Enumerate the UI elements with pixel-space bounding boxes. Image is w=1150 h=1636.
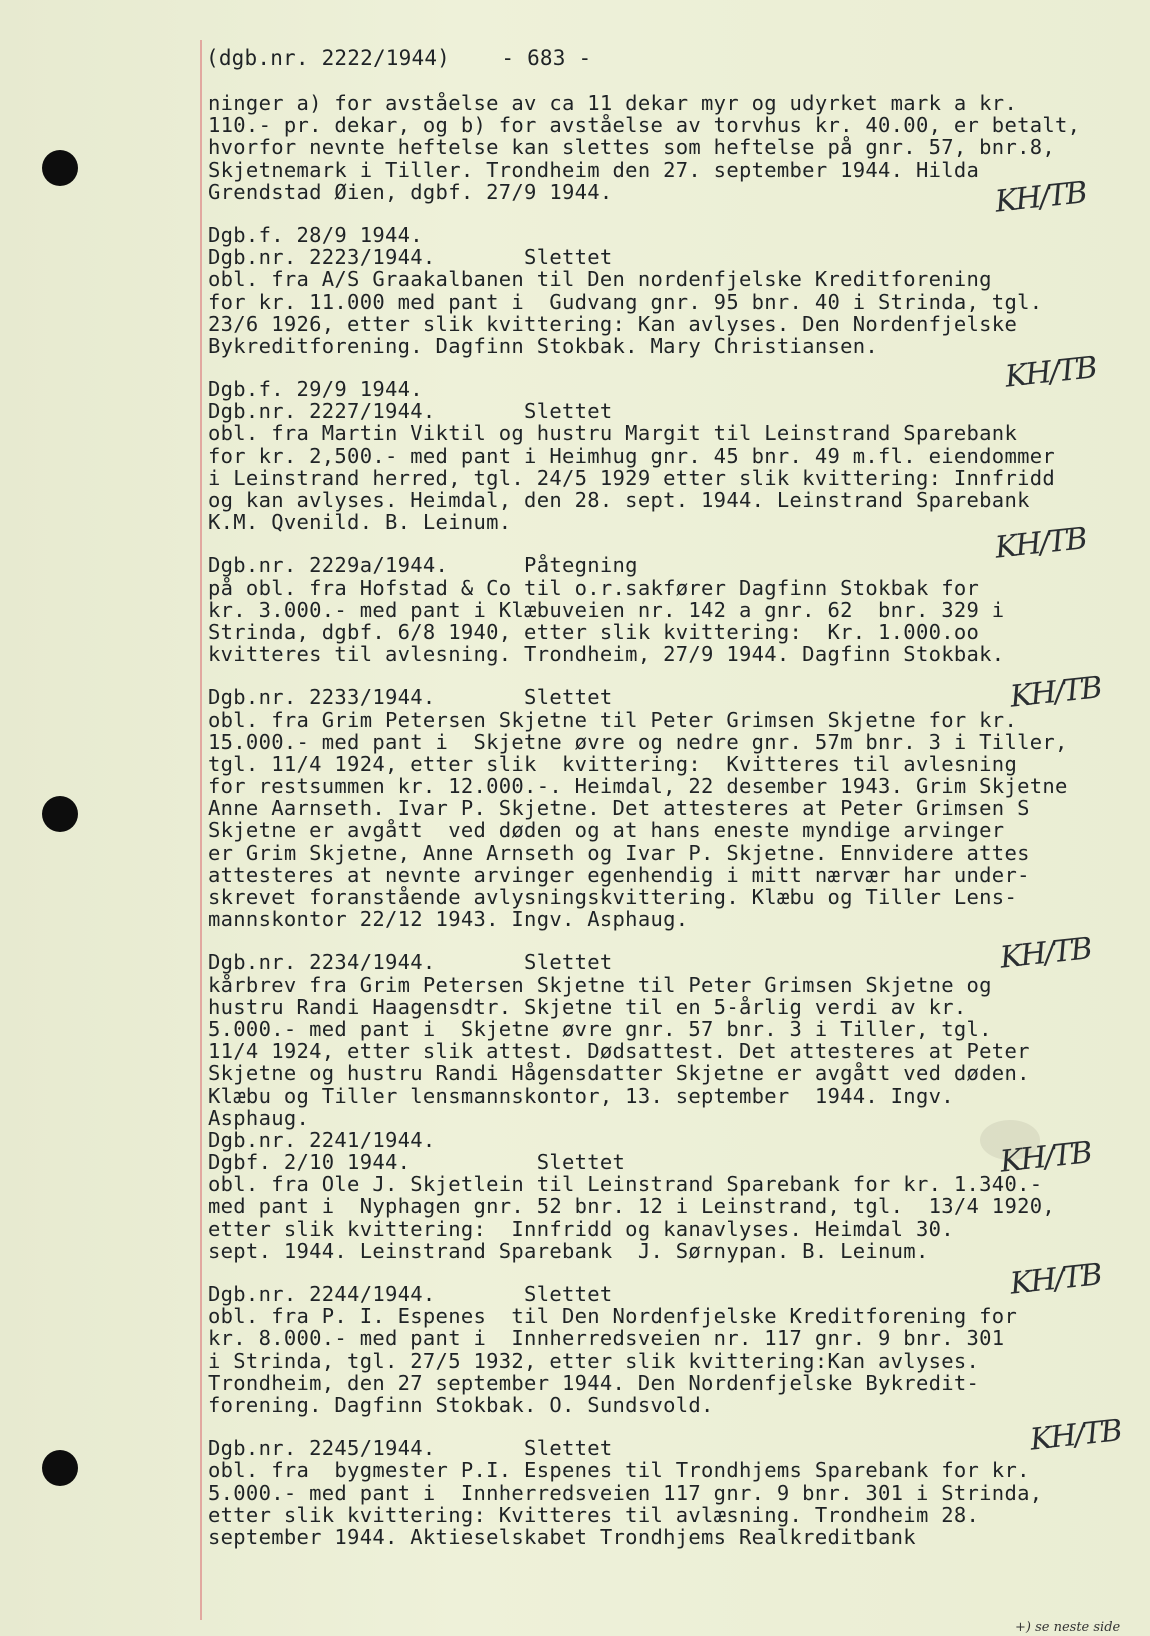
text-line: 15.000.- med pant i Skjetne øvre og nedre gnr. 57m bnr. 3 i Tiller, bbox=[208, 729, 1068, 754]
margin-rule bbox=[200, 40, 202, 1620]
initials-signature: KH/TB bbox=[998, 931, 1093, 976]
text-line: på obl. fra Hofstad & Co til o.r.sakfører Dagfinn Stokbak for bbox=[208, 575, 980, 600]
text-line: Strinda, dgbf. 6/8 1940, etter slik kvittering: Kr. 1.000.oo bbox=[208, 619, 980, 644]
text-line: hustru Randi Haagensdtr. Skjetne til en 5-årlig verdi av kr. bbox=[208, 994, 967, 1019]
initials-signature: KH/TB bbox=[993, 175, 1088, 220]
document-text bbox=[208, 92, 1138, 1548]
text-line: obl. fra bygmester P.I. Espenes til Trondhjems Sparebank for kr. bbox=[208, 1458, 1030, 1483]
paragraph-gap bbox=[208, 1416, 1138, 1437]
text-line: obl. fra Ole J. Skjetlein til Leinstrand Sparebank for kr. 1.340.- bbox=[208, 1172, 1043, 1197]
initials-signature: KH/TB bbox=[1008, 670, 1103, 715]
text-line: med pant i Nyphagen gnr. 52 bnr. 12 i Leinstrand, tgl. 13/4 1920, bbox=[208, 1194, 1056, 1219]
text-line: obl. fra Grim Petersen Skjetne til Peter Grimsen Skjetne for kr. bbox=[208, 707, 1018, 732]
text-line: mannskontor 22/12 1943. Ingv. Asphaug. bbox=[208, 907, 689, 932]
text-line: forening. Dagfinn Stokbak. O. Sundsvold. bbox=[208, 1392, 714, 1417]
paragraph-gap bbox=[208, 1262, 1138, 1283]
text-line: tgl. 11/4 1924, etter slik kvittering: Kvitteres til avlesning bbox=[208, 751, 1018, 776]
paragraph-gap bbox=[208, 665, 1138, 686]
text-line: er Grim Skjetne, Anne Arnseth og Ivar P. Skjetne. Ennvidere attes bbox=[208, 840, 1030, 865]
text-line: Klæbu og Tiller lensmannskontor, 13. september 1944. Ingv. bbox=[208, 1083, 954, 1108]
text-line: obl. fra P. I. Espenes til Den Nordenfjelske Kreditforening for bbox=[208, 1304, 1018, 1329]
text-line: Bykreditforening. Dagfinn Stokbak. Mary Christiansen. bbox=[208, 333, 879, 358]
text-line: hvorfor nevnte heftelse kan slettes som heftelse på gnr. 57, bnr.8, bbox=[208, 135, 1056, 160]
text-line: for kr. 2,500.- med pant i Heimhug gnr. 45 bnr. 49 m.fl. eiendommer bbox=[208, 443, 1056, 468]
text-line: 5.000.- med pant i Skjetne øvre gnr. 57 bnr. 3 i Tiller, tgl. bbox=[208, 1016, 992, 1041]
text-line: 23/6 1926, etter slik kvittering: Kan avlyses. Den Nordenfjelske bbox=[208, 311, 1018, 336]
text-line: ninger a) for avståelse av ca 11 dekar myr og udyrket mark a kr. bbox=[208, 91, 1018, 115]
text-line: Asphaug. bbox=[208, 1105, 310, 1130]
footnote-handwritten: +) se neste side bbox=[1015, 1620, 1121, 1635]
text-line: Skjetne er avgått ved døden og at hans eneste myndige arvinger bbox=[208, 818, 1005, 843]
text-line: skrevet foranstående avlysningskvittering. Klæbu og Tiller Lens- bbox=[208, 885, 1018, 909]
text-line: etter slik kvittering: Innfridd og kanavlyses. Heimdal 30. bbox=[208, 1216, 954, 1241]
text-line: for restsummen kr. 12.000.-. Heimdal, 22 desember 1943. Grim Skjetne bbox=[208, 774, 1068, 799]
text-line: obl. fra Martin Viktil og hustru Margit til Leinstrand Sparebank bbox=[208, 421, 1018, 446]
page-header: (dgb.nr. 2222/1944) - 683 - bbox=[206, 46, 592, 70]
text-line: Dgb.nr. 2229a/1944. Påtegning bbox=[208, 553, 638, 578]
punch-hole bbox=[42, 796, 78, 832]
text-line: kr. 3.000.- med pant i Klæbuveien nr. 142 a gnr. 62 bnr. 329 i bbox=[208, 597, 1005, 622]
punch-hole bbox=[42, 150, 78, 186]
text-line: kr. 8.000.- med pant i Innherredsveien nr. 117 gnr. 9 bnr. 301 bbox=[208, 1326, 1005, 1351]
text-line: september 1944. Aktieselskabet Trondhjems Realkreditbank bbox=[208, 1524, 916, 1549]
text-line: 110.- pr. dekar, og b) for avståelse av torvhus kr. 40.00, er betalt, bbox=[208, 113, 1081, 138]
punch-hole bbox=[42, 1450, 78, 1486]
text-line: 11/4 1924, etter slik attest. Dødsattest. Det attesteres at Peter bbox=[208, 1039, 1030, 1064]
initials-signature: KH/TB bbox=[1008, 1257, 1103, 1302]
initials-signature: KH/TB bbox=[1003, 350, 1098, 395]
text-line: 5.000.- med pant i Innherredsveien 117 gnr. 9 bnr. 301 i Strinda, bbox=[208, 1480, 1043, 1505]
text-line: Skjetne og hustru Randi Hågensdatter Skjetne er avgått ved døden. bbox=[208, 1061, 1030, 1086]
text-line: attesteres at nevnte arvinger egenhendig i mitt nærvær har under- bbox=[208, 862, 1030, 887]
text-line: obl. fra A/S Graakalbanen til Den nordenfjelske Kreditforening bbox=[208, 267, 992, 292]
text-line: Dgb.nr. 2241/1944. bbox=[208, 1127, 436, 1152]
text-line: Dgb.f. 28/9 1944. bbox=[208, 222, 423, 247]
text-line: Dgb.nr. 2245/1944. Slettet bbox=[208, 1436, 613, 1461]
text-line: Trondheim, den 27 september 1944. Den Nordenfjelske Bykredit- bbox=[208, 1370, 980, 1395]
text-line: Dgb.nr. 2227/1944. Slettet bbox=[208, 399, 613, 424]
initials-signature: KH/TB bbox=[998, 1135, 1093, 1180]
text-line: etter slik kvittering: Kvitteres til avlæsning. Trondheim 28. bbox=[208, 1502, 980, 1527]
paragraph-gap bbox=[208, 357, 1138, 378]
text-line: for kr. 11.000 med pant i Gudvang gnr. 95 bnr. 40 i Strinda, tgl. bbox=[208, 289, 1043, 314]
initials-signature: KH/TB bbox=[1028, 1413, 1123, 1458]
text-line: i Strinda, tgl. 27/5 1932, etter slik kvittering:Kan avlyses. bbox=[208, 1348, 980, 1373]
text-line: Dgb.nr. 2244/1944. Slettet bbox=[208, 1282, 613, 1306]
text-line: og kan avlyses. Heimdal, den 28. sept. 1944. Leinstrand Sparebank bbox=[208, 488, 1030, 512]
text-line: Anne Aarnseth. Ivar P. Skjetne. Det attesteres at Peter Grimsen S bbox=[208, 796, 1030, 821]
text-line: Dgbf. 2/10 1944. Slettet bbox=[208, 1150, 626, 1175]
text-line: sept. 1944. Leinstrand Sparebank J. Sørnypan. B. Leinum. bbox=[208, 1238, 929, 1263]
text-line: Dgb.f. 29/9 1944. bbox=[208, 377, 423, 402]
text-line: Dgb.nr. 2233/1944. Slettet bbox=[208, 685, 613, 710]
text-line: Dgb.nr. 2223/1944. Slettet bbox=[208, 245, 613, 270]
initials-signature: KH/TB bbox=[993, 521, 1088, 566]
text-line: Grendstad Øien, dgbf. 27/9 1944. bbox=[208, 179, 613, 204]
text-line: Dgb.nr. 2234/1944. Slettet bbox=[208, 950, 613, 975]
text-line: K.M. Qvenild. B. Leinum. bbox=[208, 510, 512, 535]
text-line: kårbrev fra Grim Petersen Skjetne til Peter Grimsen Skjetne og bbox=[208, 972, 992, 997]
text-line: Skjetnemark i Tiller. Trondheim den 27. september 1944. Hilda bbox=[208, 157, 980, 182]
text-line: i Leinstrand herred, tgl. 24/5 1929 etter slik kvittering: Innfridd bbox=[208, 465, 1056, 490]
text-line: kvitteres til avlesning. Trondheim, 27/9 1944. Dagfinn Stokbak. bbox=[208, 642, 1005, 667]
